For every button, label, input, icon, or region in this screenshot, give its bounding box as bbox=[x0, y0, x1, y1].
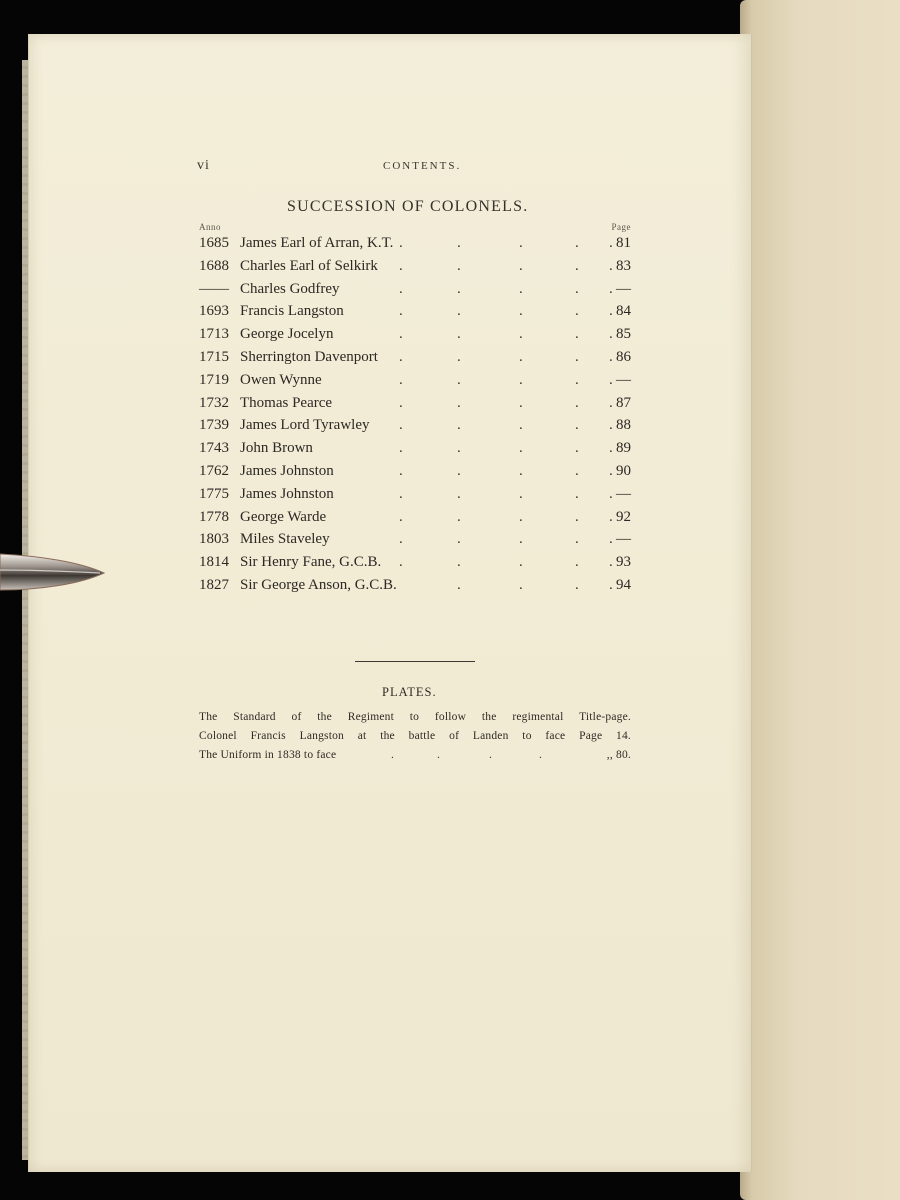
colonel-row: 1827 Sir George Anson, G.C.B. . . . . 94 bbox=[199, 574, 631, 597]
colonel-row: 1732 Thomas Pearce . . . . . 87 bbox=[199, 392, 631, 415]
colonel-year: 1732 bbox=[199, 394, 229, 411]
colonel-year: 1685 bbox=[199, 235, 229, 251]
colonel-page: — bbox=[616, 485, 631, 502]
colonel-year: 1739 bbox=[199, 417, 229, 434]
colonel-year: 1743 bbox=[199, 440, 229, 457]
colonel-name: George Jocelyn bbox=[240, 326, 334, 343]
colonel-year: 1715 bbox=[199, 348, 229, 365]
colonel-page: 87 bbox=[616, 394, 631, 411]
colonel-year: 1693 bbox=[199, 303, 229, 320]
colonel-row: 1719 Owen Wynne . . . . . — bbox=[199, 369, 631, 392]
colonel-name: Charles Earl of Selkirk bbox=[240, 257, 378, 274]
folio-number: vi bbox=[197, 158, 210, 173]
colonel-name: Sir George Anson, G.C.B. bbox=[240, 576, 397, 593]
colonel-row: 1713 George Jocelyn . . . . . 85 bbox=[199, 323, 631, 346]
colonel-name: James Johnston bbox=[240, 462, 334, 479]
colonel-name: Owen Wynne bbox=[240, 371, 322, 388]
section-title: SUCCESSION OF COLONELS. bbox=[287, 198, 529, 215]
colonel-year: 1719 bbox=[199, 371, 229, 388]
colonel-row: 1693 Francis Langston . . . . . 84 bbox=[199, 300, 631, 323]
colonel-row: 1775 James Johnston . . . . . — bbox=[199, 483, 631, 506]
colonel-row: 1685 James Earl of Arran, K.T. . . . . . 81 bbox=[199, 232, 631, 255]
plate-entry: The Uniform in 1838 to face . . . . ,, 80. bbox=[199, 746, 631, 765]
colonel-year: 1814 bbox=[199, 554, 229, 571]
letter-opener-blade bbox=[0, 548, 106, 596]
colonel-name: Charles Godfrey bbox=[240, 280, 340, 297]
plate-text: The Standard of the Regiment to follow the regimental Title-page. bbox=[199, 711, 631, 723]
colonel-row: 1778 George Warde . . . . . 92 bbox=[199, 506, 631, 529]
section-rule bbox=[355, 661, 475, 662]
colonel-row: 1762 James Johnston . . . . . 90 bbox=[199, 460, 631, 483]
plate-text: The Uniform in 1838 to face bbox=[199, 749, 337, 761]
colonel-page: 89 bbox=[616, 440, 631, 457]
colonel-year: 1775 bbox=[199, 485, 229, 502]
colonel-page: 88 bbox=[616, 417, 631, 434]
colonel-name: James Johnston bbox=[240, 485, 334, 502]
colonel-year: 1688 bbox=[199, 257, 229, 274]
colonel-page: — bbox=[616, 280, 631, 297]
colonel-year: 1762 bbox=[199, 462, 229, 479]
colonel-name: John Brown bbox=[240, 440, 313, 457]
plates-title: PLATES. bbox=[382, 685, 437, 699]
colonel-row: 1688 Charles Earl of Selkirk . . . . . 83 bbox=[199, 255, 631, 278]
plate-entry bbox=[199, 708, 631, 727]
colonel-page: 83 bbox=[616, 257, 631, 274]
colonel-row: 1739 James Lord Tyrawley . . . . . 88 bbox=[199, 414, 631, 437]
colonel-name: Francis Langston bbox=[240, 303, 344, 320]
colonel-page: 92 bbox=[616, 508, 631, 525]
colonel-name: Sherrington Davenport bbox=[240, 348, 378, 365]
colonel-name: Miles Staveley bbox=[240, 531, 330, 548]
colonel-page: — bbox=[616, 531, 631, 548]
colonel-page: 84 bbox=[616, 303, 631, 320]
colonel-page: 81 bbox=[616, 235, 631, 251]
running-title: CONTENTS. bbox=[383, 160, 462, 172]
colonel-name: James Earl of Arran, K.T. bbox=[240, 235, 394, 251]
colonel-name: Thomas Pearce bbox=[240, 394, 333, 411]
plates-list bbox=[199, 708, 631, 765]
page-column-head: Page bbox=[611, 222, 631, 232]
plate-page: ,, 80. bbox=[606, 749, 631, 761]
colonel-row: 1743 John Brown . . . . . 89 bbox=[199, 437, 631, 460]
colonel-year: 1827 bbox=[199, 576, 229, 593]
colonel-page: 90 bbox=[616, 462, 631, 479]
colonel-year: 1778 bbox=[199, 508, 229, 525]
colonel-page: 86 bbox=[616, 348, 631, 365]
colonel-page: 85 bbox=[616, 326, 631, 343]
colonel-row: 1814 Sir Henry Fane, G.C.B. . . . . . 93 bbox=[199, 551, 631, 574]
colonel-row: —— Charles Godfrey . . . . . — bbox=[199, 278, 631, 301]
anno-column-head: Anno bbox=[199, 222, 221, 232]
plate-entry bbox=[199, 727, 631, 746]
colonel-year: 1713 bbox=[199, 326, 229, 343]
colonel-row: 1803 Miles Staveley . . . . . — bbox=[199, 528, 631, 551]
colonel-name: James Lord Tyrawley bbox=[240, 417, 370, 434]
colonel-name: Sir Henry Fane, G.C.B. bbox=[240, 554, 382, 571]
book-page bbox=[28, 34, 752, 1172]
colonel-name: George Warde bbox=[240, 508, 327, 525]
back-page bbox=[740, 0, 900, 1200]
plate-text: Colonel Francis Langston at the battle of Landen to face Page 14. bbox=[199, 730, 631, 742]
colonel-page: 94 bbox=[616, 576, 631, 593]
colonel-year: —— bbox=[199, 280, 229, 297]
colonel-year: 1803 bbox=[199, 531, 229, 548]
colonel-page: 93 bbox=[616, 554, 631, 571]
colonel-page: — bbox=[616, 371, 631, 388]
colonels-list bbox=[199, 232, 631, 597]
colonel-row: 1715 Sherrington Davenport . . . . . 86 bbox=[199, 346, 631, 369]
